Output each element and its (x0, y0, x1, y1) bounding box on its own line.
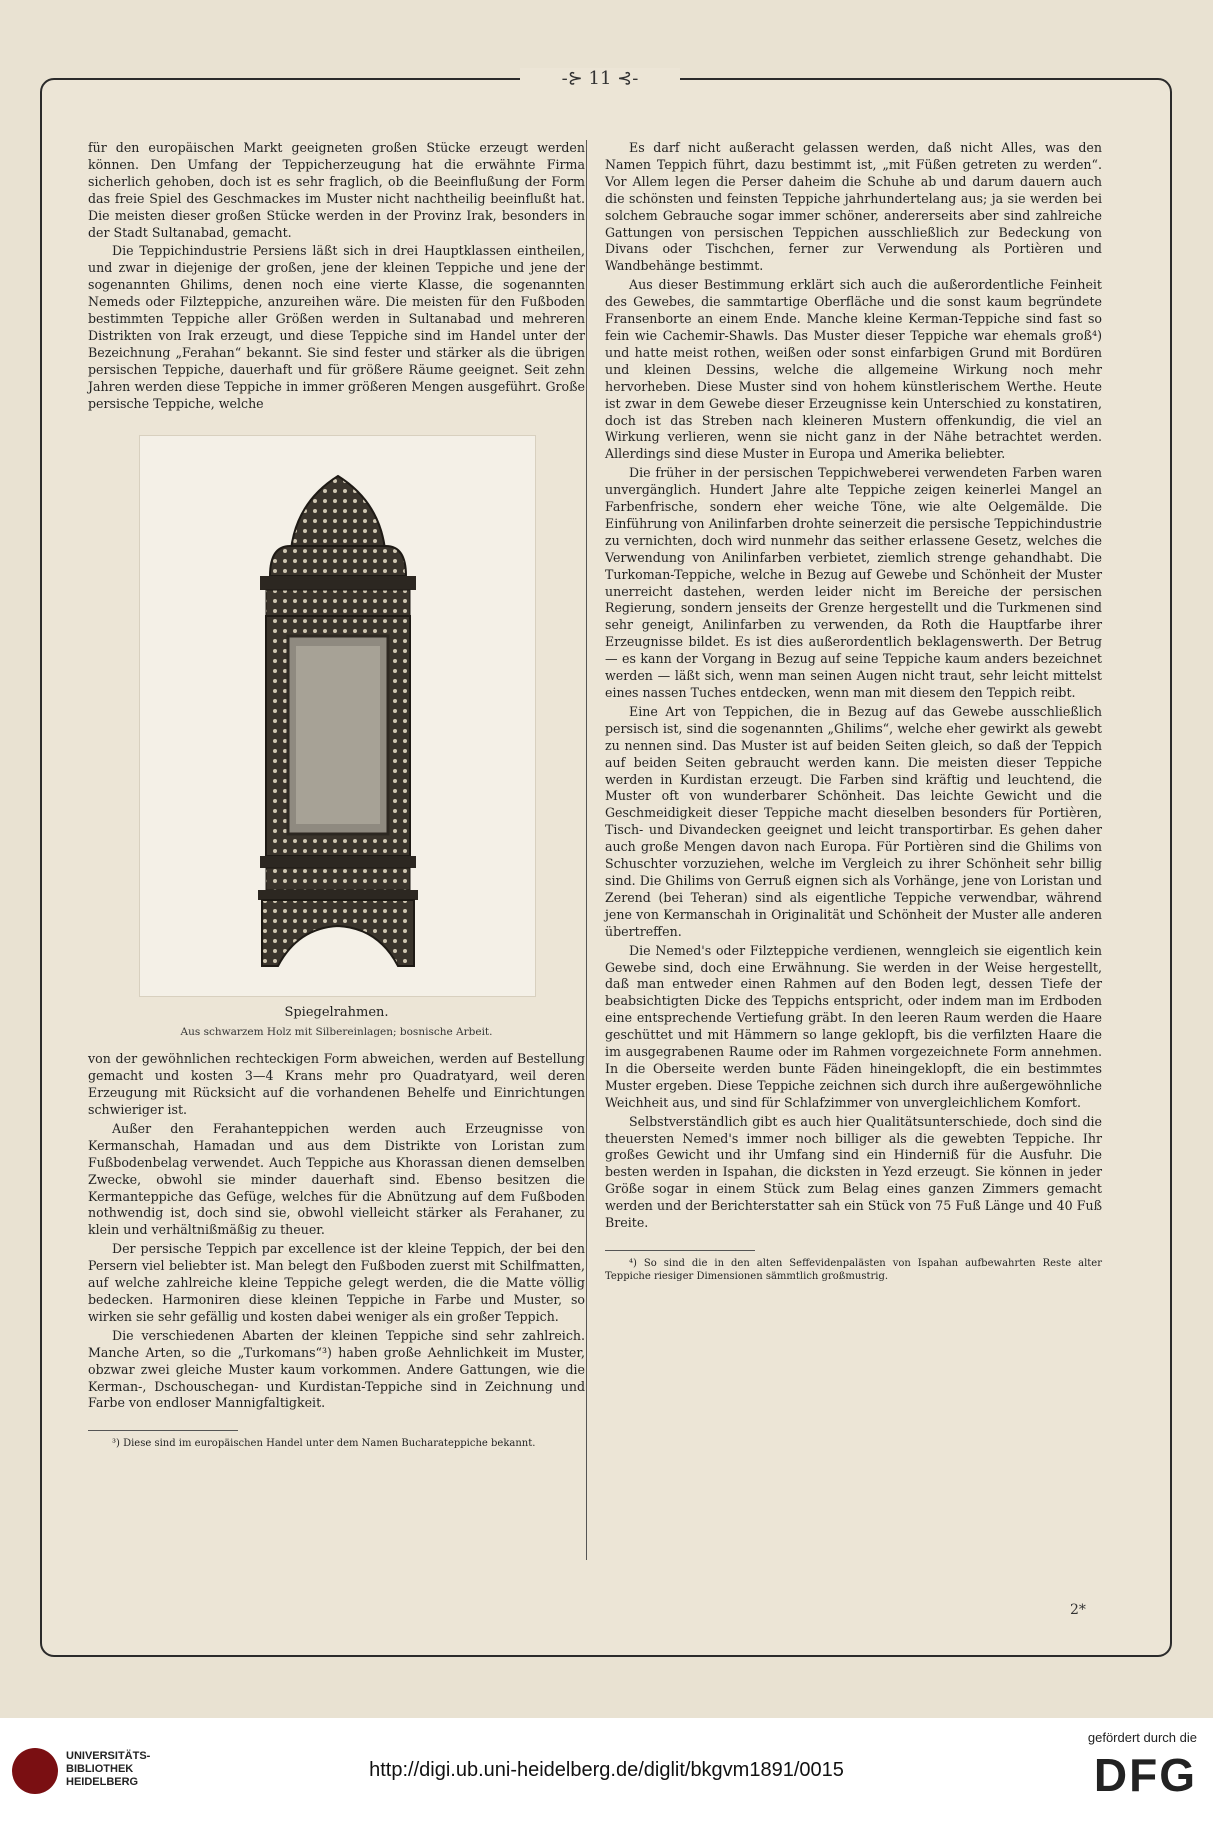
figure-caption-title: Spiegelrahmen. (284, 1004, 389, 1020)
paragraph: Die Nemed's oder Filzteppiche verdienen, wenngleich sie eigentlich kein Gewebe sind, doch eine Erwähnung. Sie werden in der Weise hergestellt, daß man entweder einen Rahmen auf den Boden legt, dessen Tiefe der beabsichtigten Dicke des Teppichs entspricht, oder indem man im Erdboden eine entsprechende Vertiefung gräbt. In den leeren Raum werden die Haare geschüttet und mit Hämmern so lange geklopft, bis die verfilzten Haare die im ausgegrabenen Raume oder im Rahmen vorgezeichnete Form annehmen. In die Oberseite werden bunte Fäden hineingeklopft, die ein bestimmtes Muster ergeben. Diese Teppiche zeichnen sich durch ihre außergewöhnliche Weichheit aus, und sind für Schlafzimmer von unvergleichlichem Komfort. (605, 942, 1102, 1110)
left-column (88, 140, 585, 1450)
paragraph: Die Teppichindustrie Persiens läßt sich in drei Hauptklassen eintheilen, und zwar in diejenige der großen, jene der kleinen Teppiche und jene der sogenannten Ghilims, denen noch eine vierte Klasse, die sogenannten Nemeds oder Filzteppiche, anzureihen wäre. Die meisten für den Fußboden bestimmten Teppiche aller Größen werden in Sultanabad und mehreren Distrikten von Irak erzeugt, und diese Teppiche sind im Handel unter der Bezeichnung „Ferahan“ bekannt. Sie sind fester und stärker als die übrigen persischen Teppiche, dauerhaft und für größere Räume geeignet. Seit zehn Jahren werden diese Teppiche in immer größeren Mengen ausgeführt. Große persische Teppiche, welche (88, 243, 585, 411)
paragraph: Es darf nicht außeracht gelassen werden, daß nicht Alles, was den Namen Teppich führt, dazu bestimmt ist, „mit Füßen getreten zu werden“. Vor Allem legen die Perser daheim die Schuhe ab und darum dauern auch die schönsten und feinsten Teppiche jahrhundertelang aus; ja sie werden bei solchem Gebrauche sogar immer schöner, andererseits aber sind zahlreiche Gattungen von persischen Teppichen ausschließlich zur Bedeckung von Divans oder Tischchen, ferner zur Verwendung als Portièren und Wandbehänge bestimmt. (605, 140, 1102, 274)
library-name: UNIVERSITÄTS- BIBLIOTHEK HEIDELBERG (66, 1750, 151, 1788)
right-column (605, 140, 1102, 1283)
mirror-frame-illustration (140, 436, 535, 996)
mirror-frame-photo (139, 435, 536, 997)
paragraph: Selbstverständlich gibt es auch hier Qualitätsunterschiede, doch sind die theuersten Nemed's immer noch billiger als die gewebten Teppiche. Ihr großes Gewicht und ihr Umfang sind ein Hinderniß für die Ausfuhr. Die besten werden in Ispahan, die dicksten in Yezd erzeugt. Sie können in jeder Größe sogar in einem Stück zum Belag eines ganzen Zimmers gemacht werden und der Berichterstatter sah ein Stück von 75 Fuß Länge und 40 Fuß Breite. (605, 1113, 1102, 1231)
paragraph: Eine Art von Teppichen, die in Bezug auf das Gewebe ausschließlich persisch ist, sind die sogenannten „Ghilims“, welche eher gewirkt als gewebt zu nennen sind. Das Muster ist auf beiden Seiten gleich, so daß der Teppich auf beiden Seiten gebraucht werden kann. Die meisten dieser Teppiche werden in Kurdistan erzeugt. Die Farben sind kräftig und leuchtend, die Muster oft von wunderbarer Schönheit. Das leichte Gewicht und die Geschmeidigkeit dieser Teppiche macht dieselben besonders für Portièren, Tisch- und Divandecken geeignet und leicht transportirbar. Es gehen daher auch große Mengen davon nach Europa. Für Portièren sind die Ghilims von Schuschter vorzuziehen, welche im Vergleich zu ihrer Schönheit sehr billig sind. Die Ghilims von Gerruß eignen sich als Vorhänge, jene von Loristan und Zerend (bei Teheran) sind als eigentliche Teppiche verwendbar, während jene von Kermanschah in Originalität und Schönheit der Muster alle anderen übertreffen. (605, 703, 1102, 939)
paragraph: Aus dieser Bestimmung erklärt sich auch die außerordentliche Feinheit des Gewebes, die sammtartige Oberfläche und die sonst kaum begründete Fransenborte an einem Ende. Manche kleine Kerman-Teppiche sind fast so fein wie Cachemir-Shawls. Das Muster dieser Teppiche war ehemals groß⁴) und hatte meist rothen, weißen oder sonst einfarbigen Grund mit Bordüren und kleinen Dessins, welche die allgemeine Wirkung noch mehr hervorheben. Diese Muster sind von hohem künstlerischem Werthe. Heute ist zwar in dem Gewebe dieser Erzeugnisse kein Unterschied zu konstatiren, doch ist das Streben nach kleineren Mustern offenkundig, die viel an Wirkung verlieren, wenn sie nicht ganz in der Nähe betrachtet werden. Allerdings sind diese Muster in Europa und Amerika beliebter. (605, 277, 1102, 462)
paragraph: von der gewöhnlichen rechteckigen Form abweichen, werden auf Bestellung gemacht und kosten 3—4 Krans mehr pro Quadratyard, weil deren Erzeugung mit Rücksicht auf die vorhandenen Behelfe und Einrichtungen schwieriger ist. (88, 1051, 585, 1118)
paragraph: Die verschiedenen Abarten der kleinen Teppiche sind sehr zahlreich. Manche Arten, so die „Turkomans“³) haben große Aehnlichkeit im Muster, obzwar zwei gleiche Muster kaum vorkommen. Andere Gattungen, wie die Kerman-, Dschouschegan- und Kurdistan-Teppiche sind in Zeichnung und Farbe von endloser Mannigfaltigkeit. (88, 1327, 585, 1411)
footnote-rule (605, 1250, 755, 1251)
sponsor-text: gefördert durch die (1087, 1730, 1197, 1745)
dfg-logo[interactable]: DFG (1093, 1749, 1197, 1801)
footnote: ³) Diese sind im europäischen Handel unter dem Namen Bucharateppiche bekannt. (112, 1438, 536, 1450)
figure-caption-subtitle: Aus schwarzem Holz mit Silbereinlagen; bosnische Arbeit. (180, 1026, 493, 1039)
footnote-rule (88, 1430, 238, 1431)
folio-header: -⊱ 11 ⊰- (520, 68, 680, 90)
footnote: ⁴) So sind die in den alten Seffevidenpalästen von Ispahan aufbewahrten Reste alter Teppiche riesiger Dimensionen sämmtlich großmustrig. (605, 1258, 1102, 1282)
paragraph: für den europäischen Markt geeigneten großen Stücke erzeugt werden können. Den Umfang der Teppicherzeugung hat die erwähnte Firma sicherlich gehoben, doch ist es sehr fraglich, ob die Beeinflußung der Form das freie Spiel des Geschmackes im Muster nicht nachtheilig beeinflußt hat. Die meisten dieser großen Stücke werden in der Provinz Irak, besonders in der Stadt Sultanabad, gemacht. (88, 140, 585, 240)
column-divider (586, 140, 587, 1560)
paragraph: Außer den Ferahanteppichen werden auch Erzeugnisse von Kermanschah, Hamadan und aus dem Distrikte von Loristan zum Fußbodenbelag verwendet. Auch Teppiche aus Khorassan dienen demselben Zwecke, obwohl sie minder dauerhaft sind. Ebenso besitzen die Kermanteppiche das Gefüge, welches für die Abnützung auf dem Fußboden nothwendig ist, doch sind sie, obwohl vielleicht stärker als Ferahaner, zu klein und verhältnißmäßig zu theuer. (88, 1120, 585, 1238)
viewer-footer (0, 1718, 1213, 1825)
figure (139, 435, 534, 1042)
paragraph: Die früher in der persischen Teppichweberei verwendeten Farben waren unvergänglich. Hundert Jahre alte Teppiche zeigen keinerlei Mangel an Farbenfrische, sondern eher weiche Töne, wie alte Oelgemälde. Die Einführung von Anilinfarben drohte seinerzeit die persische Teppichindustrie zu vernichten, doch wird nunmehr das seither erlassene Gesetz, welches die Verwendung von Anilinfarben verbietet, ziemlich strenge gehandhabt. Die Turkoman-Teppiche, welche in Bezug auf Gewebe und Schönheit der Muster unerreicht dastehen, werden leider nicht im Bereiche der persischen Regierung, sondern jenseits der Grenze hergestellt und die Turkmenen sind sehr geneigt, Anilinfarben zu verwenden, da Roth die Hauptfarbe ihrer Erzeugnisse bildet. Es ist dies außerordentlich beklagenswerth. Der Betrug — es kann der Vorgang in Bezug auf seine Teppiche kaum anders bezeichnet werden — läßt sich, wenn man seinen Augen nicht traut, sehr leicht mittelst eines nassen Tuches entdecken, wenn man mit diesem den Teppich reibt. (605, 465, 1102, 700)
page-signature: 2* (1070, 1602, 1086, 1618)
paragraph: Der persische Teppich par excellence ist der kleine Teppich, der bei den Persern viel beliebter ist. Man belegt den Fußboden zuerst mit Schilfmatten, auf welche zahlreiche kleine Teppiche gelegt werden, die die Matte völlig bedecken. Harmoniren diese kleinen Teppiche in Farbe und Muster, so wirken sie sehr gefällig und kosten dabei weniger als ein großer Teppich. (88, 1241, 585, 1324)
permalink-url[interactable]: http://digi.ub.uni-heidelberg.de/diglit/bkgvm1891/0015 (369, 1759, 844, 1781)
sponsor-block (1027, 1730, 1197, 1799)
